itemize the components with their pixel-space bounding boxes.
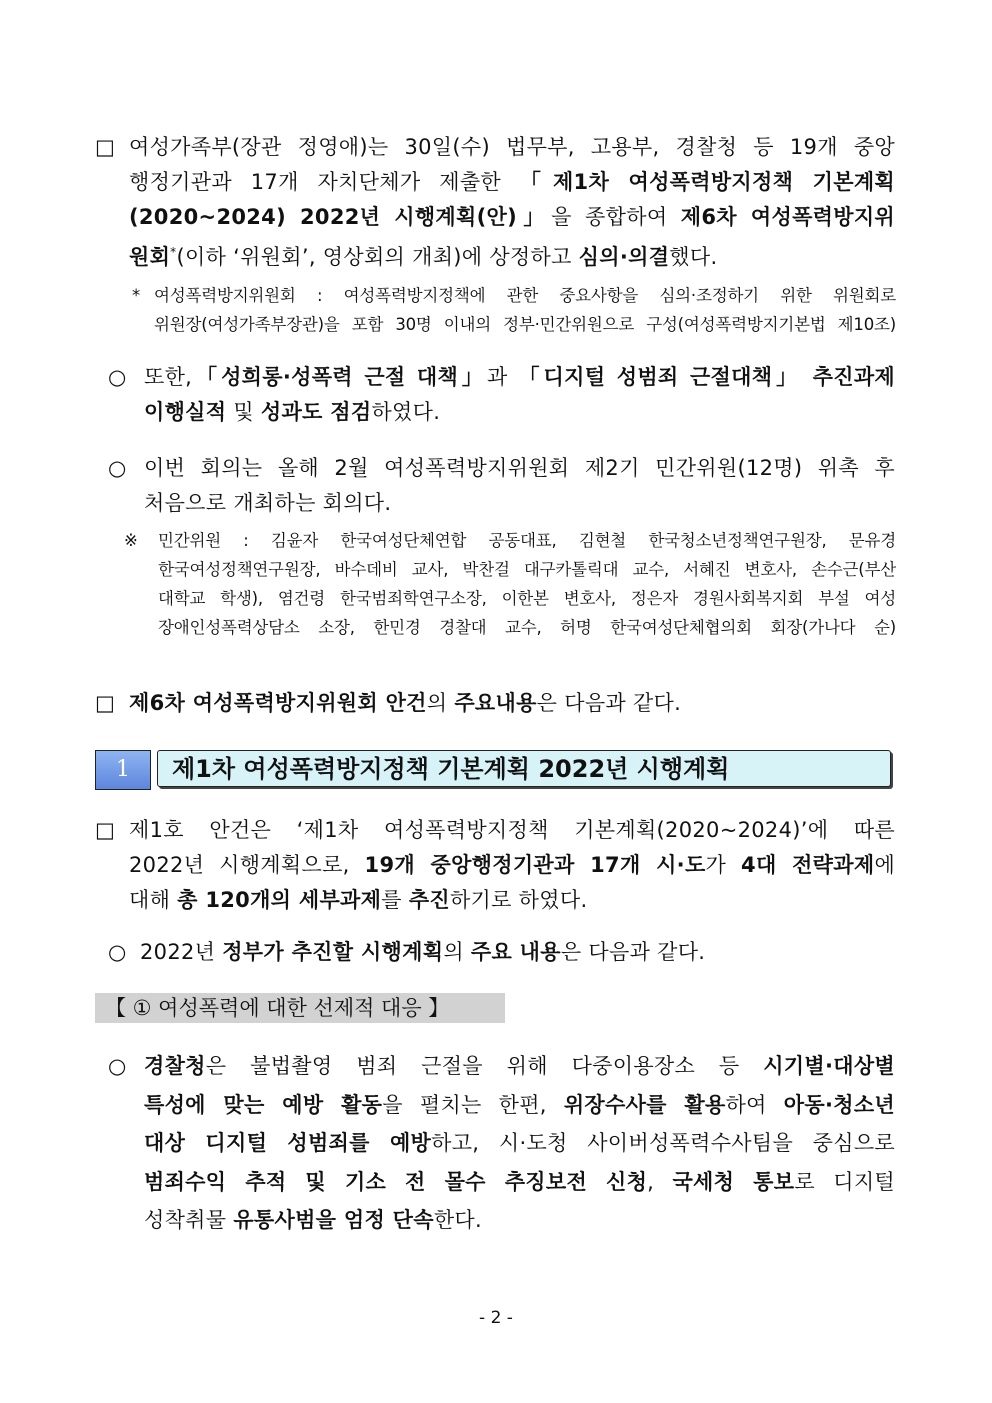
plan-line-1: 제1호 안건은 ‘제1차 여성폭력방지정책 기본계획(2020~2024)’에 따른 [129,818,895,842]
review-line-1: 또한,「성희롱·성폭력 근절 대책」과 「디지털 성범죄 근절대책」 추진과제 [144,365,895,389]
police-line-1: 경찰청은 불법촬영 범죄 근절을 위해 다중이용장소 등 시기별·대상별 [144,1054,895,1078]
subheading-preemptive-response: 【 ① 여성폭력에 대한 선제적 대응 】 [95,993,505,1023]
meeting-line-1: 이번 회의는 올해 2월 여성폭력방지위원회 제2기 민간위원(12명) 위촉 후 [144,456,895,480]
circle-bullet: ○ [108,1054,127,1078]
page-number: - 2 - [479,1308,513,1328]
agenda-line: 제6차 여성폭력방지위원회 안건의 주요내용은 다음과 같다. [129,691,682,715]
members-line-1: 민간위원 : 김윤자 한국여성단체연합 공동대표, 김현철 한국청소년정책연구원장, 문유경 [158,531,896,550]
circle-bullet: ○ [108,940,127,964]
footnote-line-1: 여성폭력방지위원회 : 여성폭력방지정책에 관한 중요사항을 심의·조정하기 위한 위원회로 [154,286,896,305]
section-number: 1 [95,750,151,790]
police-line-3: 대상 디지털 성범죄를 예방하고, 시·도청 사이버성폭력수사팀을 중심으로 [144,1131,896,1155]
paragraph-main-content [108,935,895,970]
section-title: 제1차 여성폭력방지정책 기본계획 2022년 시행계획 [157,750,891,787]
members-line-4: 장애인성폭력상담소 소장, 한민경 경찰대 교수, 허명 한국여성단체협의회 회장(가나다 순) [158,618,896,637]
circle-bullet: ○ [108,456,127,480]
police-line-4: 범죄수익 추적 및 기소 전 몰수 추징보전 신청, 국세청 통보로 디지털 [144,1169,895,1194]
note-civilian-members [124,526,896,642]
square-bullet: □ [95,135,116,159]
footnote-line-2: 위원장(여성가족부장관)을 포함 30명 이내의 정부·민간위원으로 구성(여성폭력방지기본법 제10조) [154,315,896,334]
intro-line-4: 원회*(이하 ‘위원회’, 영상회의 개최)에 상정하고 심의·의결했다. [129,245,718,269]
members-line-2: 한국여성정책연구원장, 바수데비 교사, 박찬걸 대구카톨릭대 교수, 서혜진 변호사, 손수근(부산 [158,560,896,579]
paragraph-review [108,360,895,430]
paragraph-meeting [108,451,895,521]
police-line-5: 성착취물 유통사범을 엄정 단속한다. [144,1208,482,1232]
section-header-1 [95,750,895,790]
square-bullet: □ [95,691,116,715]
paragraph-agenda [95,686,895,721]
review-line-2: 이행실적 및 성과도 점검하였다. [144,400,441,424]
intro-line-2: 행정기관과 17개 자치단체가 제출한 「제1차 여성폭력방지정책 기본계획 [129,170,895,194]
meeting-line-2: 처음으로 개최하는 회의다. [144,491,392,515]
paragraph-intro [95,130,895,275]
main-content-line: 2022년 정부가 추진할 시행계획의 주요 내용은 다음과 같다. [140,940,706,964]
intro-line-3: (2020~2024) 2022년 시행계획(안)」을 종합하여 제6차 여성폭력방지위 [129,205,895,229]
asterisk-marker: * [132,286,141,305]
intro-line-1: 여성가족부(장관 정영애)는 30일(수) 법무부, 고용부, 경찰청 등 19개 중앙 [129,135,895,159]
paragraph-police [108,1047,895,1240]
circle-bullet: ○ [108,365,127,389]
police-line-2: 특성에 맞는 예방 활동을 펼치는 한편, 위장수사를 활용하여 아동·청소년 [144,1092,895,1117]
footnote-committee [132,281,896,339]
reference-marker: ※ [124,531,138,550]
plan-line-3: 대해 총 120개의 세부과제를 추진하기로 하였다. [129,888,588,912]
paragraph-plan [95,813,895,918]
plan-line-2: 2022년 시행계획으로, 19개 중앙행정기관과 17개 시·도가 4대 전략과제에 [129,853,896,877]
square-bullet: □ [95,818,116,842]
members-line-3: 대학교 학생), 염건령 한국범죄학연구소장, 이한본 변호사, 정은자 경원사회복지회 부설 여성 [158,589,896,608]
